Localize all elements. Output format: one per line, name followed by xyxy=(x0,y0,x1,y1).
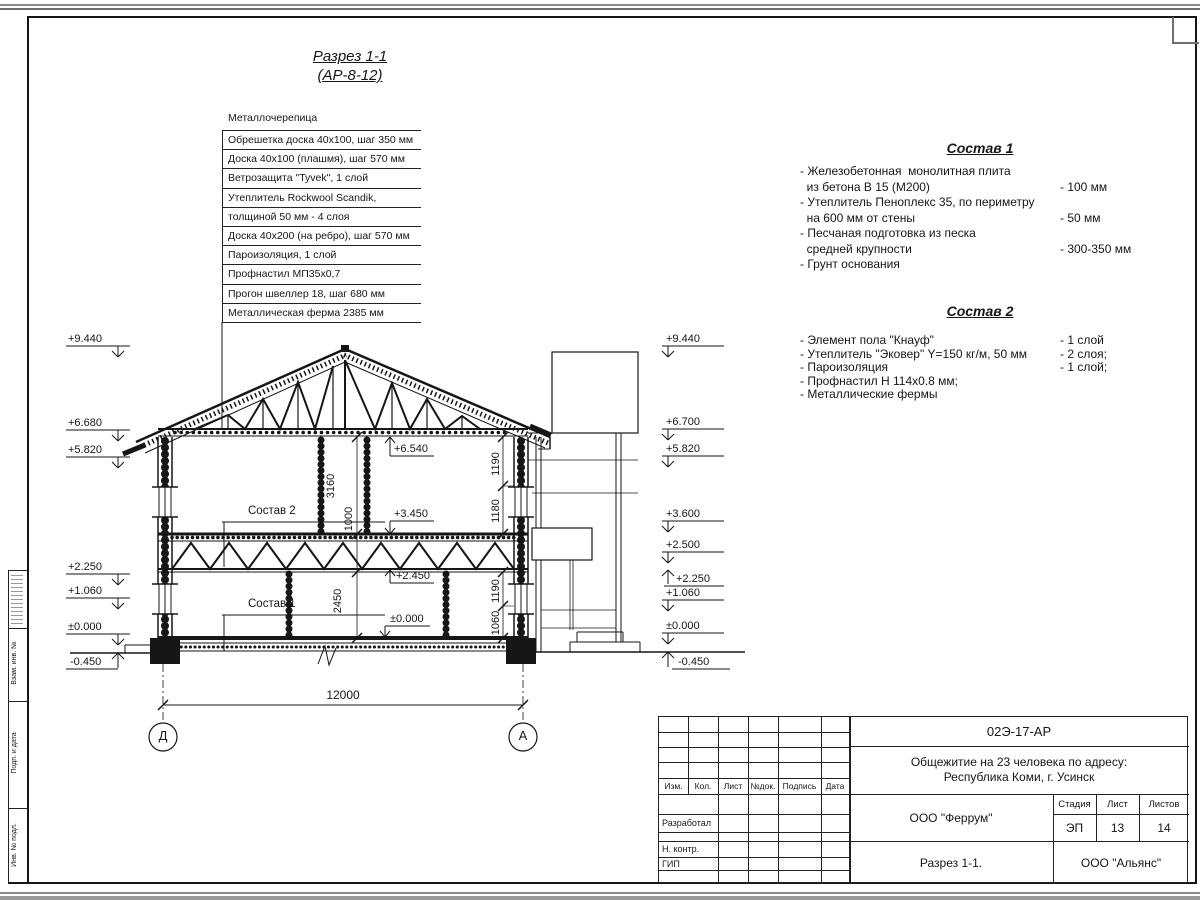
tb-sheet-value: 13 xyxy=(1110,820,1125,835)
item-text: - Профнастил Н 114х0.8 мм; xyxy=(800,373,958,388)
item-value: - 1 слой xyxy=(1060,333,1104,347)
tb-header-kol: Кол. xyxy=(694,781,712,791)
item-value xyxy=(1060,226,1152,242)
item-value xyxy=(1060,375,1152,389)
foundation-block-right xyxy=(506,638,536,664)
section-title-line2: (АР-8-12) xyxy=(317,67,383,84)
dim-label: 1060 xyxy=(490,610,502,636)
elevation-label: +2.500 xyxy=(666,539,700,551)
item-value xyxy=(1060,388,1152,402)
elevation-label: +1.060 xyxy=(68,585,102,597)
tb-sheet-label: Лист xyxy=(1107,798,1128,810)
item-value: - 100 мм xyxy=(1060,179,1108,194)
tb-project-name xyxy=(849,746,1189,794)
elevation-label: +3.450 xyxy=(394,508,428,520)
elevation-label: -0.450 xyxy=(678,656,710,668)
list-item xyxy=(800,348,1152,362)
sostav1-list xyxy=(800,164,1152,273)
item-text: - Грунт основания xyxy=(800,257,900,271)
callout-row: Доска 40х200 (на ребро), шаг 570 мм xyxy=(223,227,421,246)
elevation-label: +3.600 xyxy=(666,508,700,520)
tb-role-developer: Разработал xyxy=(662,818,711,828)
tb-contractor: ООО "Альянс" xyxy=(1080,855,1162,870)
tb-header-list: Лист xyxy=(723,781,743,791)
item-text: - Утеплитель Пеноплекс 35, по периметру xyxy=(800,195,1035,209)
item-value: - 1 слой; xyxy=(1060,360,1108,374)
item-text: - Песчаная подготовка из песка xyxy=(800,226,976,240)
callout-row: Утеплитель Rockwool Scandik, xyxy=(223,189,421,208)
annex-elevation xyxy=(528,352,638,652)
tb-doc-code: 02Э-17-АР xyxy=(986,724,1052,739)
dim-label: 1180 xyxy=(490,499,502,523)
callout-row: Обрешетка доска 40х100, шаг 350 мм xyxy=(223,131,421,150)
wall-right xyxy=(508,437,534,638)
sostav1-title: Состав 1 xyxy=(946,140,1014,156)
dim-label: 1190 xyxy=(490,452,502,476)
elevation-label: -0.450 xyxy=(70,656,102,668)
dim-total: 12000 xyxy=(326,688,360,702)
item-text: - Металлические фермы xyxy=(800,387,938,401)
tb-stage-value: ЭП xyxy=(1065,820,1084,835)
elevation-label: +9.440 xyxy=(68,333,102,345)
elevation-label: +6.680 xyxy=(68,417,102,429)
tb-header-podpis: Подпись xyxy=(782,781,817,791)
sostav2-list xyxy=(800,334,1152,402)
elevation-label: +9.440 xyxy=(666,333,700,345)
tb-stage-label: Стадия xyxy=(1058,798,1091,810)
item-text: - Железобетонная монолитная плита xyxy=(800,164,1011,178)
item-value: - 50 мм xyxy=(1060,210,1101,225)
sostav2-title: Состав 2 xyxy=(946,303,1014,319)
callout-row: Металлическая ферма 2385 мм xyxy=(223,304,421,323)
list-item xyxy=(800,180,1152,196)
dim-label: 2450 xyxy=(332,588,344,614)
tb-header-data: Дата xyxy=(825,781,845,791)
break-symbol xyxy=(318,646,336,665)
ground-slab xyxy=(70,632,745,665)
elevation-label: +2.250 xyxy=(676,573,710,585)
item-text: - Элемент пола "Кнауф" xyxy=(800,333,934,347)
elevation-label: +5.820 xyxy=(666,443,700,455)
elevation-label: +2.450 xyxy=(396,570,430,582)
item-value: - 300-350 мм xyxy=(1060,241,1132,256)
foundation-block-left xyxy=(150,638,180,664)
callout-row: Пароизоляция, 1 слой xyxy=(223,246,421,265)
elevation-label: +6.540 xyxy=(394,443,428,455)
elevation-label: ±0.000 xyxy=(68,621,102,633)
axis-label-d: Д xyxy=(158,728,168,743)
stamp-label-podp: Подп. и дата xyxy=(11,732,18,774)
tb-drawing-name: Разрез 1-1. xyxy=(919,855,983,870)
item-text: на 600 мм от стены xyxy=(800,210,916,225)
dim-label: 3160 xyxy=(325,473,337,499)
roof-callout-top-label: Металлочерепица xyxy=(228,112,318,124)
section-title-line1: Разрез 1-1 xyxy=(312,48,388,65)
list-item xyxy=(800,257,1152,273)
elevation-label: +6.700 xyxy=(666,416,700,428)
stamp-label-vzam: Взам. инв. № xyxy=(11,641,18,685)
wall-left xyxy=(152,437,178,638)
item-text: - Пароизоляция xyxy=(800,360,889,374)
elevation-label: ±0.000 xyxy=(666,620,700,632)
sostav1-ref: Состав 1 xyxy=(248,598,296,610)
callout-row: Прогон швеллер 18, шаг 680 мм xyxy=(223,285,421,304)
tb-org: ООО "Феррум" xyxy=(909,810,993,825)
item-text: средней крупности xyxy=(800,241,912,256)
callout-row: Доска 40х100 (плашмя), шаг 570 мм xyxy=(223,150,421,169)
tb-header-izm: Изм. xyxy=(664,781,683,791)
elevation-label: +1.060 xyxy=(666,587,700,599)
callout-row: Ветрозащита "Tyvek", 1 слой xyxy=(223,169,421,188)
list-item xyxy=(800,334,1152,348)
list-item xyxy=(800,375,1152,389)
item-text: из бетона В 15 (М200) xyxy=(800,179,930,194)
list-item xyxy=(800,211,1152,227)
item-value: - 2 слоя; xyxy=(1060,346,1107,361)
axis-bubbles xyxy=(149,723,537,751)
item-value xyxy=(1060,164,1152,180)
roof-callout-box xyxy=(222,130,421,323)
project-line2: Республика Коми, г. Усинск xyxy=(943,770,1095,784)
callout-row: Профнастил МП35х0,7 xyxy=(223,265,421,284)
tb-sheets-value: 14 xyxy=(1157,820,1171,835)
elevation-label: +2.250 xyxy=(68,561,102,573)
tb-role-gip: ГИП xyxy=(662,859,680,869)
list-item xyxy=(800,164,1152,180)
axis-label-a: А xyxy=(518,728,528,743)
tb-header-ndok: №док. xyxy=(750,781,776,791)
dim-label: 1190 xyxy=(490,579,502,603)
list-item xyxy=(800,361,1152,375)
title-block xyxy=(658,716,1188,883)
item-value xyxy=(1060,195,1152,211)
callout-row: толщиной 50 мм - 4 слоя xyxy=(223,208,421,227)
sostav2-ref: Состав 2 xyxy=(248,505,296,517)
item-text: - Утеплитель "Эковер" Y=150 кг/м, 50 мм xyxy=(800,346,1027,361)
tb-sheets-label: Листов xyxy=(1148,798,1180,810)
project-line1: Общежитие на 23 человека по адресу: xyxy=(910,755,1128,769)
stamp-notes-cell xyxy=(11,574,23,624)
elevation-label: +5.820 xyxy=(68,444,102,456)
item-value xyxy=(1060,257,1152,273)
list-item xyxy=(800,388,1152,402)
list-item xyxy=(800,242,1152,258)
tb-role-ncontrol: Н. контр. xyxy=(662,844,700,854)
list-item xyxy=(800,195,1152,211)
dim-label: 1000 xyxy=(343,506,355,532)
list-item xyxy=(800,226,1152,242)
roof-group xyxy=(123,345,551,454)
stamp-label-inv: Инв. № подл. xyxy=(11,823,18,867)
elevation-label: ±0.000 xyxy=(390,613,424,625)
